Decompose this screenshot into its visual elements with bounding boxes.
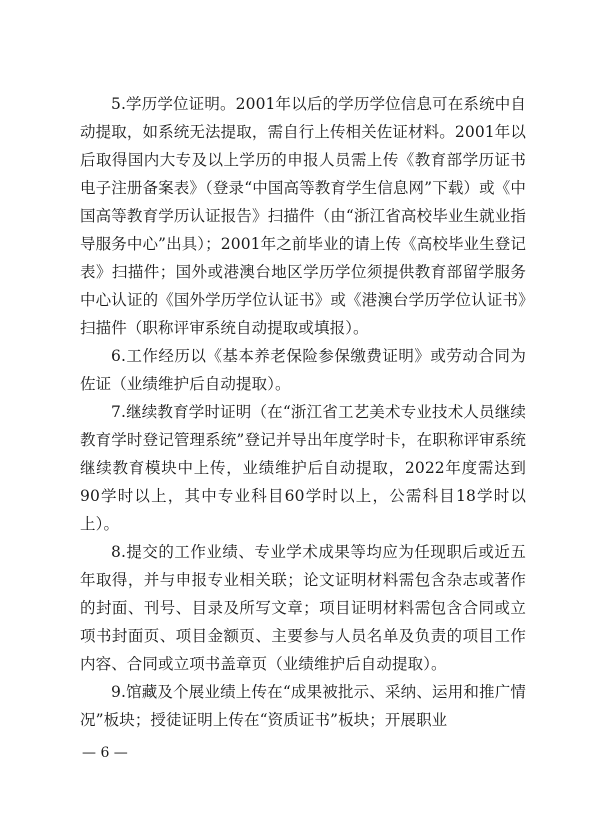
page-number: — 6 — xyxy=(82,745,128,761)
paragraph-8-work-achievements: 8.提交的工作业绩、专业学术成果等均应为任现职后或近五年取得，并与申报专业相关联；论文证明材料需包含杂志或著作的封面、刊号、目录及所写文章；项目证明材料需包含合同或立项书封面页、项目金额页、主要参与人员名单及负责的项目工作内容、合同或立项书盖章页（业绩维护后自动提取）。 xyxy=(80,543,526,673)
paragraph-9-collections-exhibitions: 9.馆藏及个展业绩上传在“成果被批示、采纳、运用和推广情况”板块；授徒证明上传在“资质证书”板块；开展职业 xyxy=(80,683,526,729)
paragraph-6-work-experience: 6.工作经历以《基本养老保险参保缴费证明》或劳动合同为佐证（业绩维护后自动提取）。 xyxy=(80,347,526,393)
document-body xyxy=(80,90,526,734)
paragraph-7-continuing-education: 7.继续教育学时证明（在“浙江省工艺美术专业技术人员继续教育学时登记管理系统”登记并导出年度学时卡，在职称评审系统继续教育模块中上传，业绩维护后自动提取，2022年度需达到90学时以上，其中专业科目60学时以上，公需科目18学时以上）。 xyxy=(80,403,526,533)
paragraph-5-academic-certificate: 5.学历学位证明。2001年以后的学历学位信息可在系统中自动提取，如系统无法提取，需自行上传相关佐证材料。2001年以后取得国内大专及以上学历的申报人员需上传《教育部学历证书电子注册备案表》（登录“中国高等教育学生信息网”下载）或《中国高等教育学历认证报告》扫描件（由“浙江省高校毕业生就业指导服务中心”出具）；2001年之前毕业的请上传《高校毕业生登记表》扫描件；国外或港澳台地区学历学位须提供教育部留学服务中心认证的《国外学历学位认证书》或《港澳台学历学位认证书》扫描件（职称评审系统自动提取或填报）。 xyxy=(80,95,526,337)
